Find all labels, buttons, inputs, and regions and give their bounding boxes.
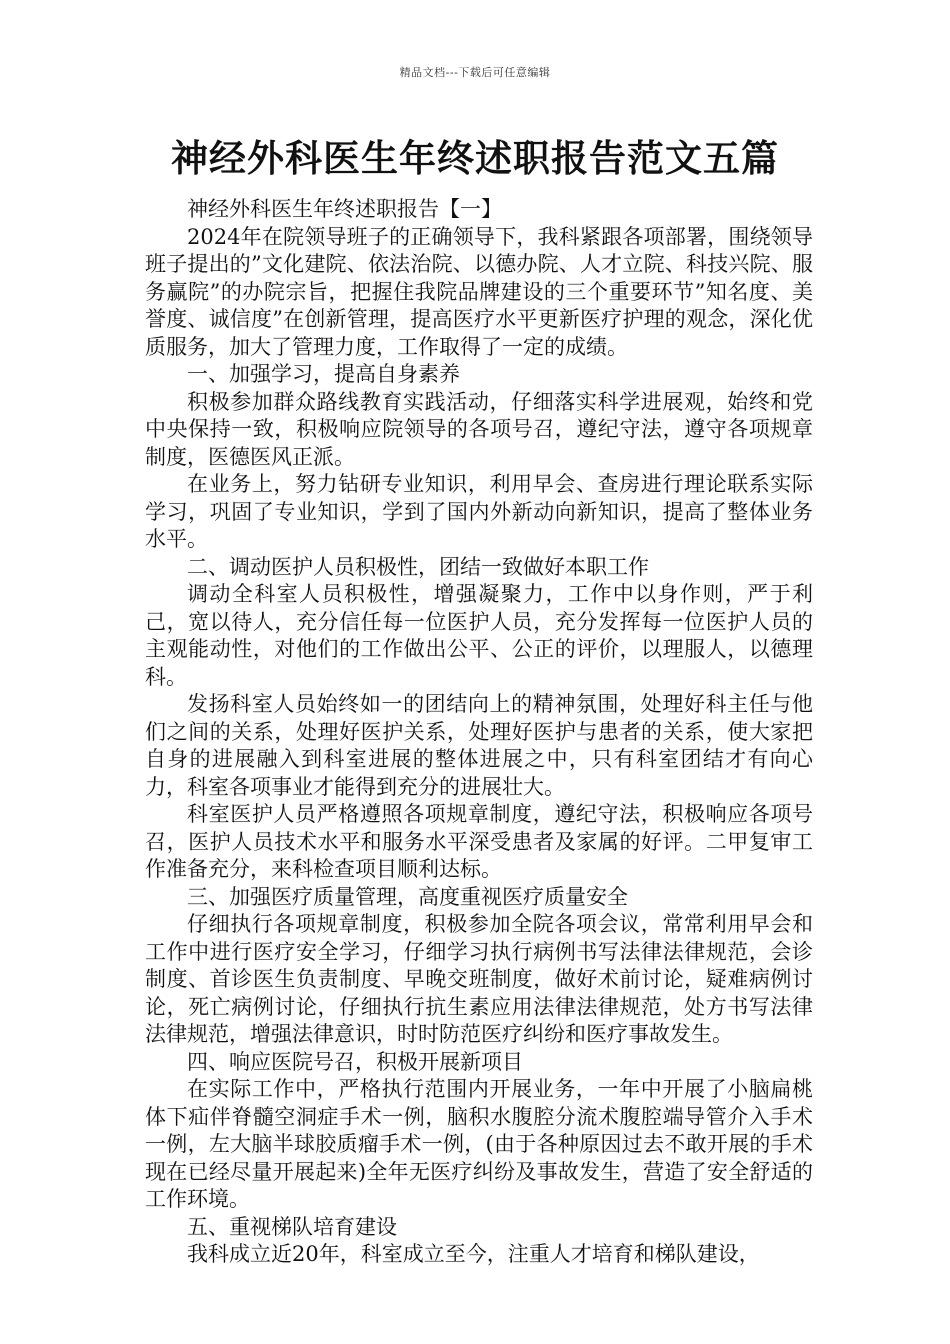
section-heading: 二、调动医护人员积极性，团结一致做好本职工作	[187, 554, 649, 579]
paragraph: 积极参加群众路线教育实践活动，仔细落实科学进展观，始终和党中央保持一致，积极响应院领导的各项号召，遵纪守法，遵守各项规章制度，医德医风正派。	[145, 389, 813, 469]
paragraph: 科室医护人员严格遵照各项规章制度，遵纪守法，积极响应各项号召，医护人员技术水平和服务水平深受患者及家属的好评。二甲复审工作准备充分，来科检查项目顺利达标。	[145, 802, 813, 881]
paragraph: 发扬科室人员始终如一的团结向上的精神氛围，处理好科主任与他们之间的关系，处理好医护关系，处理好医护与患者的关系，使大家把自身的进展融入到科室进展的整体进展之中，只有科室团结才有向心力，科室各项事业才能得到充分的进展壮大。	[145, 692, 813, 799]
document-body	[145, 196, 813, 1269]
section-heading: 四、响应医院号召，积极开展新项目	[187, 1049, 523, 1074]
paragraph: 2024年在院领导班子的正确领导下，我科紧跟各项部署，围绕领导班子提出的”文化建院、依法治院、以德办院、人才立院、科技兴院、服务赢院”的办院宗旨，把握住我院品牌建设的三个重要环节”知名度、美誉度、诚信度”在创新管理，提高医疗水平更新医疗护理的观念，深化优质服务，加大了管理力度，工作取得了一定的成绩。	[145, 224, 813, 359]
paragraph: 在实际工作中，严格执行范围内开展业务，一年中开展了小脑扁桃体下疝伴脊髓空洞症手术一例，脑积水腹腔分流术腹腔端导管介入手术一例，左大脑半球胶质瘤手术一例，(由于各种原因过去不敢开展的手术现在已经尽量开展起来)全年无医疗纠纷及事故发生，营造了安全舒适的工作环境。	[145, 1077, 813, 1211]
section-heading: 神经外科医生年终述职报告【一】	[187, 197, 502, 221]
paragraph: 我科成立近20年，科室成立至今，注重人才培育和梯队建设，	[187, 1242, 760, 1266]
paragraph: 调动全科室人员积极性，增强凝聚力，工作中以身作则，严于利己，宽以待人，充分信任每一位医护人员，充分发挥每一位医护人员的主观能动性，对他们的工作做出公平、公正的评价，以理服人，以德理科。	[145, 582, 813, 689]
section-heading: 一、加强学习，提高自身素养	[187, 362, 460, 386]
paragraph: 在业务上，努力钻研专业知识，利用早会、查房进行理论联系实际学习，巩固了专业知识，学到了国内外新动向新知识，提高了整体业务水平。	[145, 472, 813, 551]
header-note: 精品文档---下载后可任意编辑	[399, 66, 551, 79]
paragraph: 仔细执行各项规章制度，积极参加全院各项会议，常常利用早会和工作中进行医疗安全学习，仔细学习执行病例书写法律法律规范，会诊制度、首诊医生负责制度、早晚交班制度，做好术前讨论，疑难病例讨论，死亡病例讨论，仔细执行抗生素应用法律法律规范，处方书写法律法律规范，增强法律意识，时时防范医疗纠纷和医疗事故发生。	[145, 912, 813, 1046]
document-title: 神经外科医生年终述职报告范文五篇	[171, 137, 779, 180]
section-heading: 五、重视梯队培育建设	[187, 1214, 397, 1239]
section-heading: 三、加强医疗质量管理，高度重视医疗质量安全	[187, 884, 628, 909]
